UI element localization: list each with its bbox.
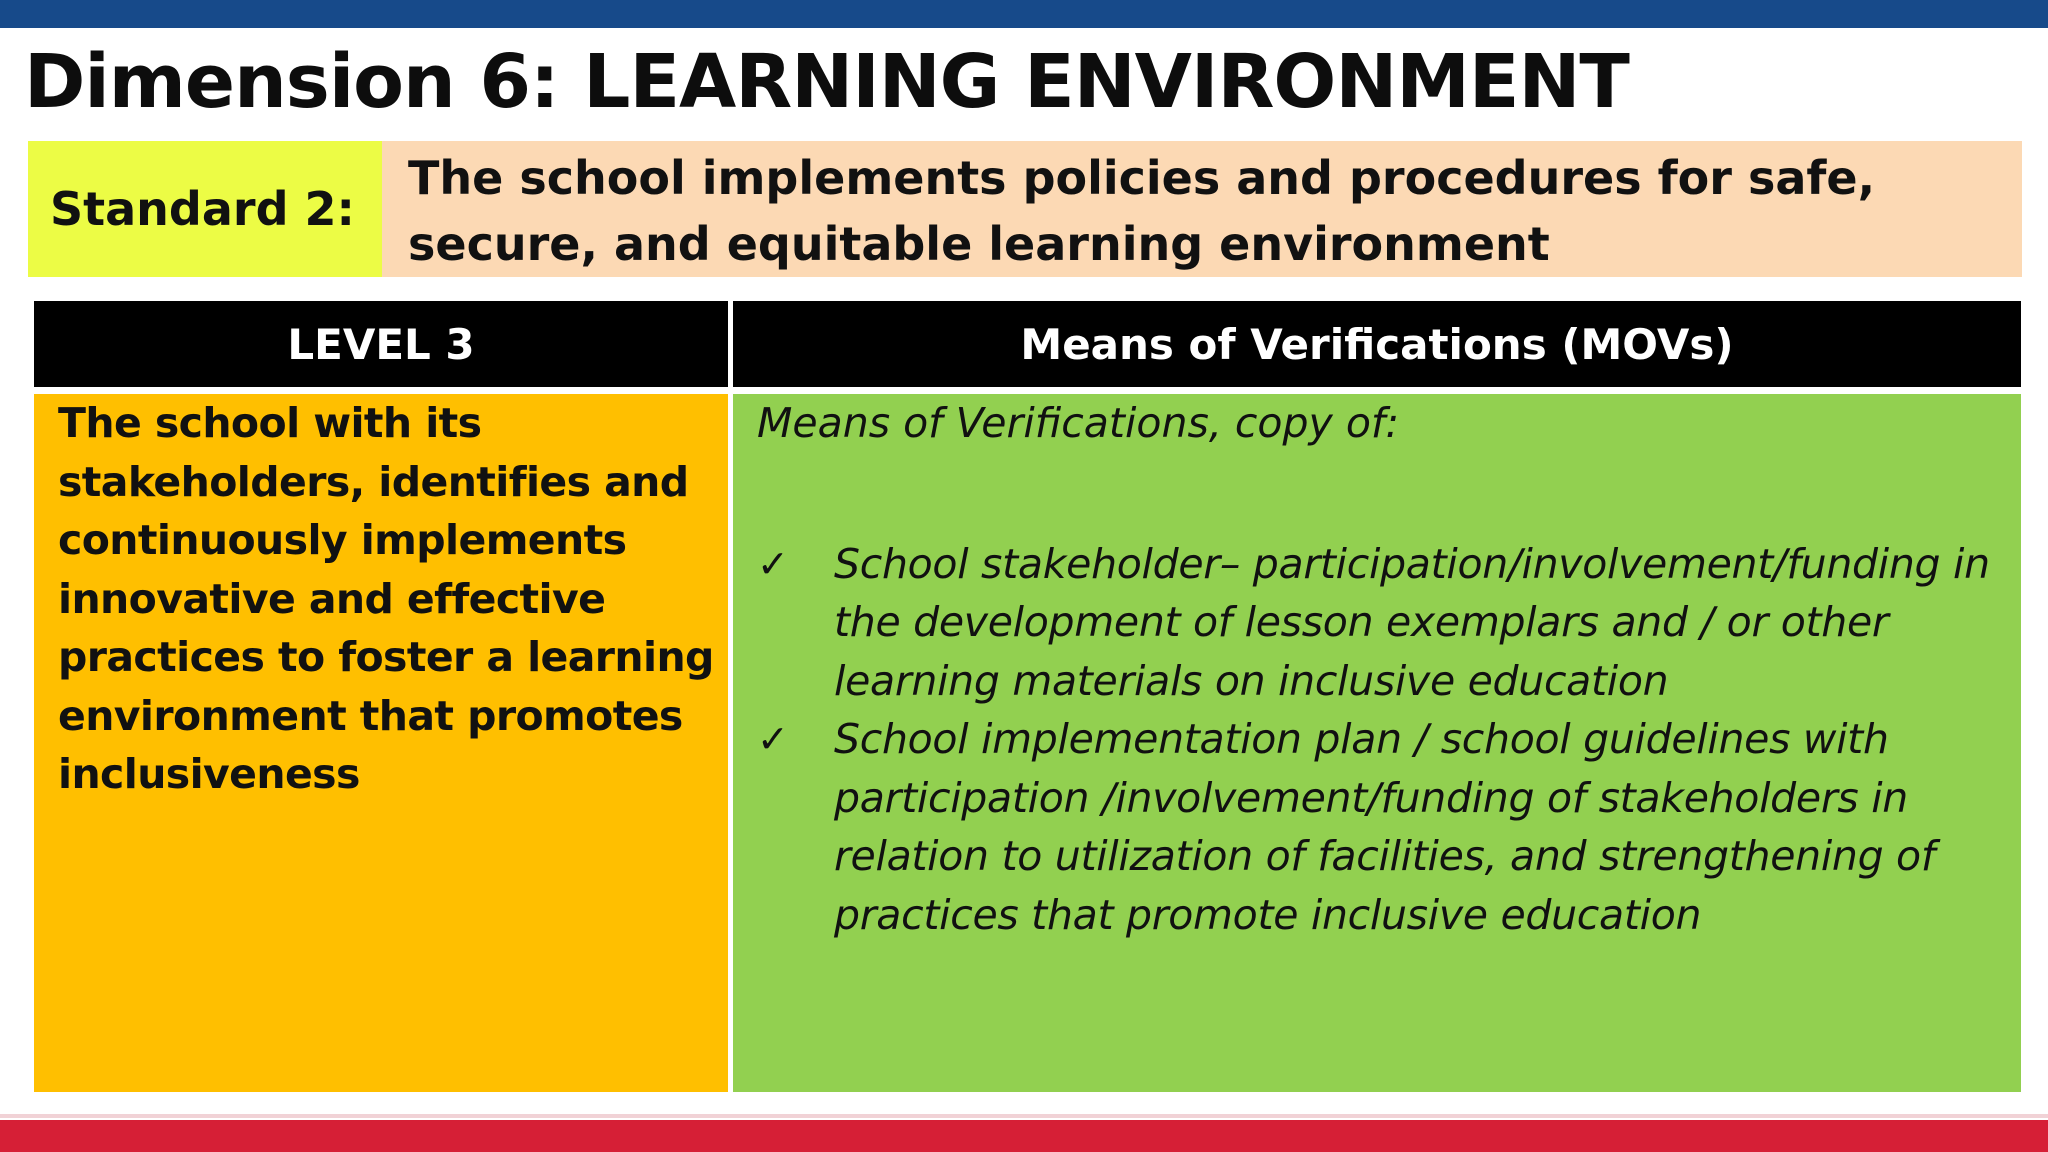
standard-description: The school implements policies and procedures for safe, secure, and equitable learning environment <box>408 151 1876 271</box>
bottom-accent-line <box>0 1114 2048 1118</box>
bottom-banner-bar <box>0 1120 2048 1152</box>
standard-label-box <box>28 141 382 277</box>
movs-list-item <box>757 710 2009 944</box>
movs-column-header: Means of Verifications (MOVs) <box>733 301 2021 387</box>
movs-item-text: School implementation plan / school guidelines with participation /involvement/funding of stakeholders in relation to utilization of facilities, and strengthening of practices that promote inclusive education <box>834 715 1935 939</box>
level-description: The school with its stakeholders, identifies and continuously implements innovative and effective practices to foster a learning environment that promotes inclusiveness <box>58 399 714 798</box>
level-column-header: LEVEL 3 <box>34 301 728 387</box>
standard-label: Standard 2: <box>50 182 355 236</box>
movs-item-text: School stakeholder– participation/involvement/funding in the development of lesson exemplars and / or other learning materials on inclusive education <box>834 539 1990 705</box>
check-icon: ✓ <box>757 717 789 761</box>
standard-description-box <box>382 141 2022 277</box>
movs-intro: Means of Verifications, copy of: <box>757 399 1400 447</box>
slide-title: Dimension 6: LEARNING ENVIRONMENT <box>24 39 1629 125</box>
movs-cell <box>733 394 2021 1092</box>
check-icon: ✓ <box>757 541 789 586</box>
level-description-cell <box>34 394 728 1092</box>
movs-list-item <box>757 535 2009 711</box>
top-banner-bar <box>0 0 2048 28</box>
movs-list <box>757 535 2009 945</box>
